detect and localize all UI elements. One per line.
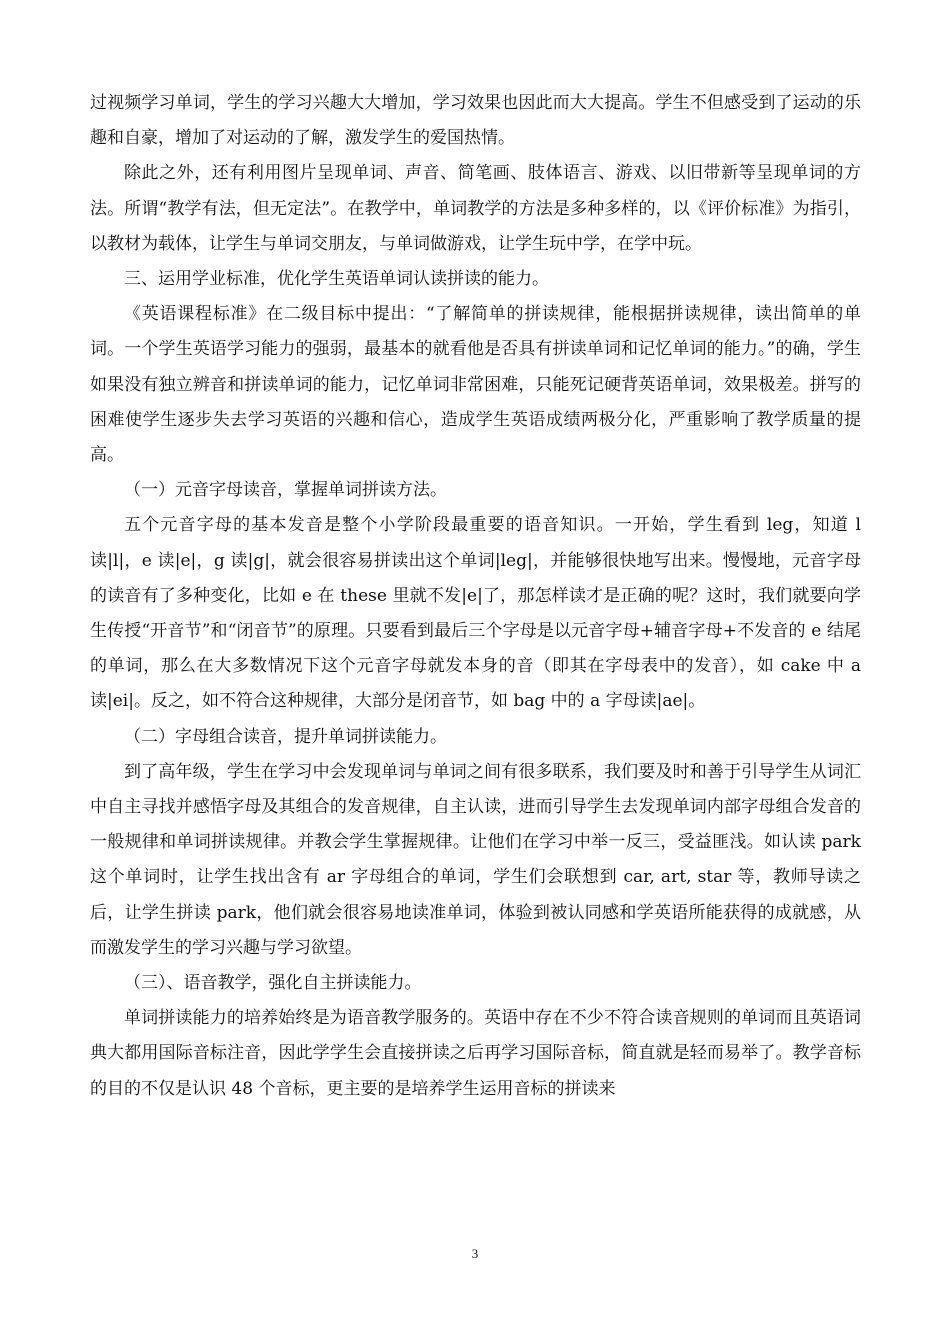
subheading-phonics-teaching: （三）、语音教学，强化自主拼读能力。 xyxy=(124,973,422,994)
paragraph-phonics-teaching: 单词拼读能力的培养始终是为语音教学服务的。英语中存在不少不符合读音规则的单词而且英语词典大都用国际音标注音，因此学学生会直接拼读之后再学习国际音标，简直就是轻而易举了。教学音标的目的不仅是认识 48 个音标，更主要的是培养学生运用音标的拼读来 xyxy=(90,1008,861,1099)
paragraph-continuation: 过视频学习单词，学生的学习兴趣大大增加，学习效果也因此而大大提高。学生不但感受到了运动的乐趣和自豪，增加了对运动的了解，激发学生的爱国热情。 xyxy=(90,93,861,149)
subheading-letter-combinations: （二）字母组合读音，提升单词拼读能力。 xyxy=(124,726,447,747)
section-heading-three: 三、运用学业标准，优化学生英语单词认读拼读的能力。 xyxy=(124,269,549,290)
paragraph-other-methods: 除此之外，还有利用图片呈现单词、声音、简笔画、肢体语言、游戏、以旧带新等呈现单词的方法。所谓“教学有法，但无定法”。在教学中，单词教学的方法是多种多样的，以《评价标准》为指引，以教材为载体，让学生与单词交朋友，与单词做游戏，让学生玩中学，在学中玩。 xyxy=(90,163,861,254)
document-body xyxy=(90,86,861,1107)
paragraph-vowel-pronunciation: 五个元音字母的基本发音是整个小学阶段最重要的语音知识。一开始，学生看到 leg，知道 l 读|l|，e 读|e|，g 读|g|，就会很容易拼读出这个单词|leg|，并能够很快地写出来。慢慢地，元音字母的读音有了多种变化，比如 e 在 these 里就不发|e|了，那怎样读才是正确的呢？这时，我们就要向学生传授“开音节”和“闭音节”的原理。只要看到最后三个字母是以元音字母+辅音字母+不发音的 e 结尾的单词，那么在大多数情况下这个元音字母就发本身的音（即其在字母表中的发音），如 cake 中 a 读|ei|。反之，如不符合这种规律，大部分是闭音节，如 bag 中的 a 字母读|ae|。 xyxy=(90,515,861,712)
paragraph-letter-combinations: 到了高年级，学生在学习中会发现单词与单词之间有很多联系，我们要及时和善于引导学生从词汇中自主寻找并感悟字母及其组合的发音规律，自主认读，进而引导学生去发现单词内部字母组合发音的一般规律和单词拼读规律。并教会学生掌握规律。让他们在学习中举一反三，受益匪浅。如认读 park 这个单词时，让学生找出含有 ar 字母组合的单词，学生们会联想到 car, art, star 等，教师导读之后，让学生拼读 park，他们就会很容易地读准单词，体验到被认同感和学英语所能获得的成就感，从而激发学生的学习兴趣与学习欲望。 xyxy=(90,761,861,958)
paragraph-curriculum-standard: 《英语课程标准》在二级目标中提出：“了解简单的拼读规律，能根据拼读规律，读出简单的单词。一个学生英语学习能力的强弱，最基本的就看他是否具有拼读单词和记忆单词的能力。”的确，学生如果没有独立辨音和拼读单词的能力，记忆单词非常困难，只能死记硬背英语单词，效果极差。拼写的困难使学生逐步失去学习英语的兴趣和信心，造成学生英语成绩两极分化，严重影响了教学质量的提高。 xyxy=(90,304,861,466)
page-number: 3 xyxy=(471,1246,479,1261)
subheading-vowel-letters: （一）元音字母读音，掌握单词拼读方法。 xyxy=(124,480,447,501)
